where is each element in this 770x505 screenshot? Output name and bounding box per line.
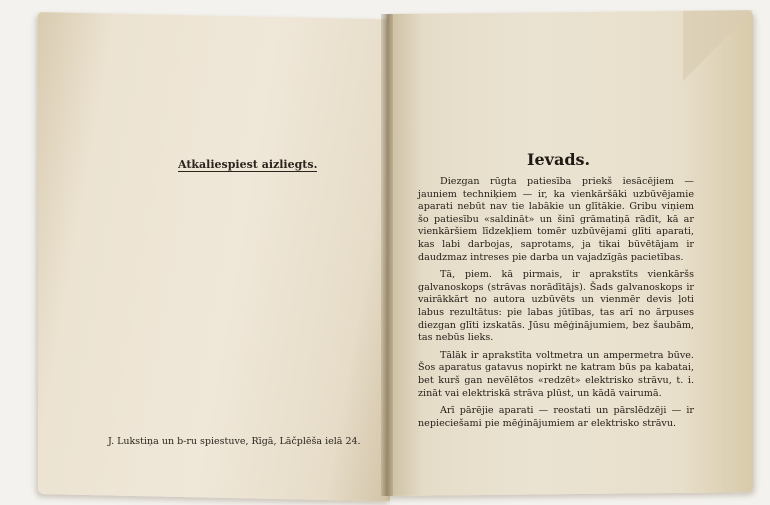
left-page [38,12,390,501]
paragraph: Diezgan rūgta patiesība priekš iesācējiem — jauniem techniķiem — ir, ka vienkāršāki uzbūvējamie aparati nebūt nav tie labākie un glītākie. Gribu viņiem šo patiesību «saldināt» un šinī grāmatiņā rādīt, kā ar vienkāršiem līdzekļiem tomēr uzbūvējami glīti aparati, kas labi darbojas, saprotams, ja tikai būvētājam ir daudzmaz intreses pie darba un vajadzīgās pacietības. [418,176,694,263]
folded-corner [683,10,753,81]
chapter-title: Ievads. [527,150,591,169]
book-gutter [381,14,393,496]
printer-imprint: J. Lukstiņa un b-ru spiestuve, Rīgā, Lāčplēša ielā 24. [108,436,361,447]
body-text [418,176,694,435]
copyright-notice: Atkaliespiest aizliegts. [178,158,318,171]
paragraph: Arī pārējie aparati — reostati un pārslēdzēji — ir nepieciešami pie mēģinājumiem ar elektrisko strāvu. [418,405,694,429]
paragraph: Tā, piem. kā pirmais, ir aprakstīts vienkāršs galvanoskops (strāvas norādītājs). Šads galvanoskops ir vairākkārt no autora uzbūvēts un vienmēr devis ļoti labus rezultātus: pie labas jūtības, tas arī no ārpuses diezgan glīti izskatās. Jūsu mēģinājumiem, bez šaubām, tas nebūs lieks. [418,269,694,344]
paragraph: Tālāk ir aprakstīta voltmetra un ampermetra būve. Šos aparatus gatavus nopirkt ne katram būs pa kabatai, bet kurš gan nevēlētos «redzēt» elektrisko strāvu, t. i. zināt vai elektriskā strāva plūst, un kādā vairumā. [418,349,694,399]
